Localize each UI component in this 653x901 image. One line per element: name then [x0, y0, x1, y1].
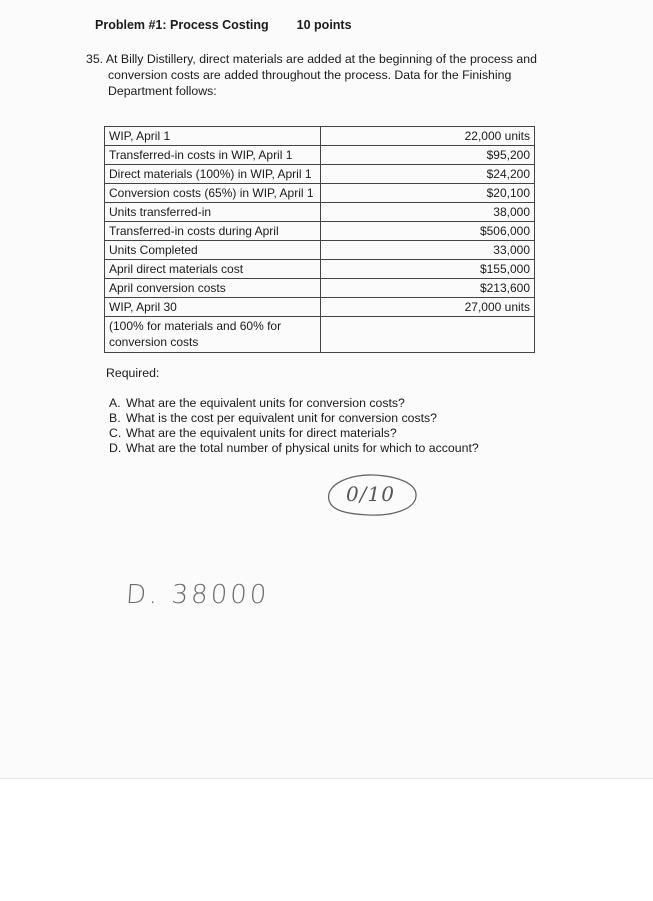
item-text: What are the equivalent units for direct materials?	[126, 426, 397, 440]
question-block	[86, 51, 572, 99]
row-label: Units transferred-in	[105, 203, 321, 222]
row-value: 33,000	[321, 241, 535, 260]
row-label: April direct materials cost	[105, 260, 321, 279]
handwritten-score	[321, 470, 420, 518]
table-row	[105, 165, 535, 184]
table-row	[105, 260, 535, 279]
problem-title: Problem #1: Process Costing	[95, 18, 269, 32]
list-item	[109, 396, 479, 411]
row-value: $213,600	[321, 279, 535, 298]
list-item	[109, 411, 479, 426]
table-row	[105, 222, 535, 241]
row-label: April conversion costs	[105, 279, 321, 298]
list-item	[109, 426, 479, 441]
required-heading: Required:	[106, 366, 160, 380]
row-value: $95,200	[321, 146, 535, 165]
score-text: 0/10	[346, 482, 395, 506]
item-letter: B.	[109, 411, 121, 425]
table-row	[105, 241, 535, 260]
data-table	[104, 126, 535, 353]
row-label: Units Completed	[105, 241, 321, 260]
table-row	[105, 146, 535, 165]
row-label: Transferred-in costs during April	[105, 222, 321, 241]
question-body: At Billy Distillery, direct materials are added at the beginning of the process and conversion costs are added throughout the process. Data for the Finishing Department follows:	[105, 52, 537, 98]
item-letter: D.	[109, 441, 122, 455]
table-row	[105, 127, 535, 146]
row-label: Direct materials (100%) in WIP, April 1	[105, 165, 321, 184]
handwritten-answer: D. 38000	[124, 580, 271, 610]
row-value	[321, 317, 535, 353]
row-value: $155,000	[321, 260, 535, 279]
question-number: 35.	[86, 52, 104, 66]
item-text: What is the cost per equivalent unit for conversion costs?	[126, 411, 437, 425]
table-row	[105, 317, 535, 353]
item-text: What are the total number of physical units for which to account?	[126, 441, 479, 455]
item-letter: A.	[109, 396, 121, 410]
row-value: $506,000	[321, 222, 535, 241]
row-label: (100% for materials and 60% for conversion costs	[105, 317, 321, 353]
row-value: 38,000	[321, 203, 535, 222]
requirements-list	[109, 396, 479, 456]
table-row	[105, 203, 535, 222]
problem-points: 10 points	[296, 18, 352, 32]
item-text: What are the equivalent units for conversion costs?	[126, 396, 405, 410]
row-label: Transferred-in costs in WIP, April 1	[105, 146, 321, 165]
row-label: WIP, April 30	[105, 298, 321, 317]
table-row	[105, 184, 535, 203]
table-row	[105, 298, 535, 317]
row-label: Conversion costs (65%) in WIP, April 1	[105, 184, 321, 203]
row-value: $24,200	[321, 165, 535, 184]
question-text	[86, 51, 572, 99]
row-value: $20,100	[321, 184, 535, 203]
table-row	[105, 279, 535, 298]
row-label: WIP, April 1	[105, 127, 321, 146]
list-item	[109, 441, 479, 456]
row-value: 22,000 units	[321, 127, 535, 146]
row-value: 27,000 units	[321, 298, 535, 317]
blank-margin	[0, 778, 653, 901]
item-letter: C.	[109, 426, 122, 440]
problem-header	[95, 18, 352, 32]
